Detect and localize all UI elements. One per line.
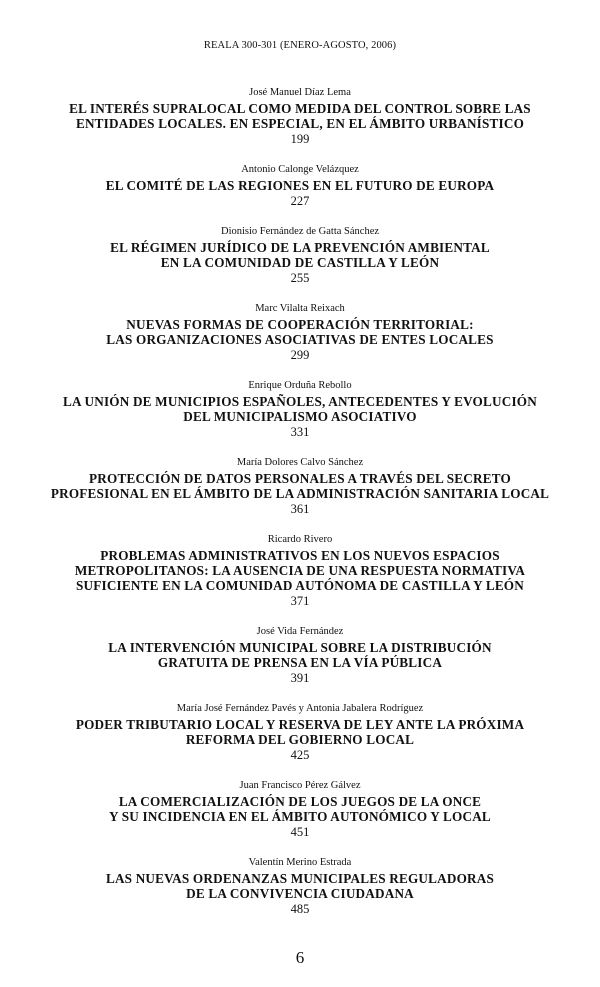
toc-entry bbox=[40, 86, 560, 147]
entry-page-number: 331 bbox=[290, 425, 310, 439]
entry-title-line: METROPOLITANOS: LA AUSENCIA DE UNA RESPUESTA NORMATIVA bbox=[74, 563, 526, 578]
toc-entry bbox=[40, 379, 560, 440]
entry-page-number: 371 bbox=[290, 594, 310, 608]
entry-author: Enrique Orduña Rebollo bbox=[248, 380, 352, 391]
entry-author: Juan Francisco Pérez Gálvez bbox=[239, 780, 361, 791]
entry-author: María Dolores Calvo Sánchez bbox=[236, 457, 364, 468]
entry-page-number: 255 bbox=[290, 271, 310, 285]
entry-title bbox=[40, 394, 560, 424]
entry-title-line: REFORMA DEL GOBIERNO LOCAL bbox=[185, 732, 415, 747]
entry-title-line: PODER TRIBUTARIO LOCAL Y RESERVA DE LEY ANTE LA PRÓXIMA bbox=[75, 717, 525, 732]
entry-title bbox=[40, 640, 560, 670]
entry-title-line: LA COMERCIALIZACIÓN DE LOS JUEGOS DE LA ONCE bbox=[118, 794, 482, 809]
toc-entry bbox=[40, 625, 560, 686]
entry-title-line: EL RÉGIMEN JURÍDICO DE LA PREVENCIÓN AMBIENTAL bbox=[110, 240, 490, 255]
entry-title-line: EL INTERÉS SUPRALOCAL COMO MEDIDA DEL CONTROL SOBRE LAS bbox=[69, 101, 531, 116]
entry-author: Valentín Merino Estrada bbox=[248, 857, 352, 868]
entry-title-line: PROBLEMAS ADMINISTRATIVOS EN LOS NUEVOS ESPACIOS bbox=[100, 548, 500, 563]
toc-entry bbox=[40, 856, 560, 917]
entry-title-line: GRATUITA DE PRENSA EN LA VÍA PÚBLICA bbox=[157, 655, 443, 670]
toc-entry bbox=[40, 225, 560, 286]
entry-title-line: LA INTERVENCIÓN MUNICIPAL SOBRE LA DISTRIBUCIÓN bbox=[108, 640, 492, 655]
page-folio-number: 6 bbox=[295, 948, 305, 967]
entry-title-line: LAS ORGANIZACIONES ASOCIATIVAS DE ENTES LOCALES bbox=[106, 332, 494, 347]
entry-page-number: 361 bbox=[290, 502, 310, 516]
running-header: REALA 300-301 (ENERO-AGOSTO, 2006) bbox=[203, 40, 397, 51]
entry-title bbox=[40, 471, 560, 501]
entry-title-line: NUEVAS FORMAS DE COOPERACIÓN TERRITORIAL: bbox=[126, 317, 474, 332]
entry-title bbox=[40, 794, 560, 824]
entry-author: Ricardo Rivero bbox=[267, 534, 333, 545]
entry-title-line: EN LA COMUNIDAD DE CASTILLA Y LEÓN bbox=[160, 255, 440, 270]
entry-author: Dionisio Fernández de Gatta Sánchez bbox=[220, 226, 380, 237]
entry-title-line: LAS NUEVAS ORDENANZAS MUNICIPALES REGULADORAS bbox=[105, 871, 495, 886]
entry-page-number: 391 bbox=[290, 671, 310, 685]
entry-title-line: SUFICIENTE EN LA COMUNIDAD AUTÓNOMA DE CASTILLA Y LEÓN bbox=[75, 578, 524, 593]
entry-page-number: 425 bbox=[290, 748, 310, 762]
entry-page-number: 451 bbox=[290, 825, 310, 839]
toc-entry bbox=[40, 702, 560, 763]
toc-entry bbox=[40, 302, 560, 363]
entry-title bbox=[40, 717, 560, 747]
entry-author: Antonio Calonge Velázquez bbox=[241, 164, 359, 175]
toc-entry bbox=[40, 163, 560, 209]
entry-author: Marc Vilalta Reixach bbox=[255, 303, 345, 314]
entry-author: José Manuel Díaz Lema bbox=[249, 87, 351, 98]
entry-page-number: 227 bbox=[290, 194, 310, 208]
entry-title bbox=[40, 317, 560, 347]
entry-title bbox=[40, 101, 560, 131]
entry-page-number: 485 bbox=[290, 902, 310, 916]
entry-title bbox=[40, 178, 560, 193]
entry-title-line: LA UNIÓN DE MUNICIPIOS ESPAÑOLES, ANTECEDENTES Y EVOLUCIÓN bbox=[63, 394, 537, 409]
toc-entry bbox=[40, 779, 560, 840]
entry-title-line: PROFESIONAL EN EL ÁMBITO DE LA ADMINISTRACIÓN SANITARIA LOCAL bbox=[50, 486, 550, 501]
entry-title bbox=[40, 240, 560, 270]
entry-page-number: 299 bbox=[290, 348, 310, 362]
entry-author: María José Fernández Pavés y Antonia Jabalera Rodríguez bbox=[176, 703, 424, 714]
entry-title-line: DEL MUNICIPALISMO ASOCIATIVO bbox=[183, 409, 417, 424]
entry-title-line: Y SU INCIDENCIA EN EL ÁMBITO AUTONÓMICO Y LOCAL bbox=[109, 809, 491, 824]
table-of-contents bbox=[40, 86, 560, 933]
entry-title-line: EL COMITÉ DE LAS REGIONES EN EL FUTURO DE EUROPA bbox=[105, 178, 495, 193]
entry-title-line: ENTIDADES LOCALES. EN ESPECIAL, EN EL ÁMBITO URBANÍSTICO bbox=[75, 116, 525, 131]
entry-title bbox=[40, 871, 560, 901]
entry-title-line: DE LA CONVIVENCIA CIUDADANA bbox=[186, 886, 414, 901]
entry-title bbox=[40, 548, 560, 593]
entry-title-line: PROTECCIÓN DE DATOS PERSONALES A TRAVÉS DEL SECRETO bbox=[89, 471, 511, 486]
toc-entry bbox=[40, 456, 560, 517]
toc-entry bbox=[40, 533, 560, 609]
entry-page-number: 199 bbox=[290, 132, 310, 146]
entry-author: José Vida Fernández bbox=[256, 626, 344, 637]
